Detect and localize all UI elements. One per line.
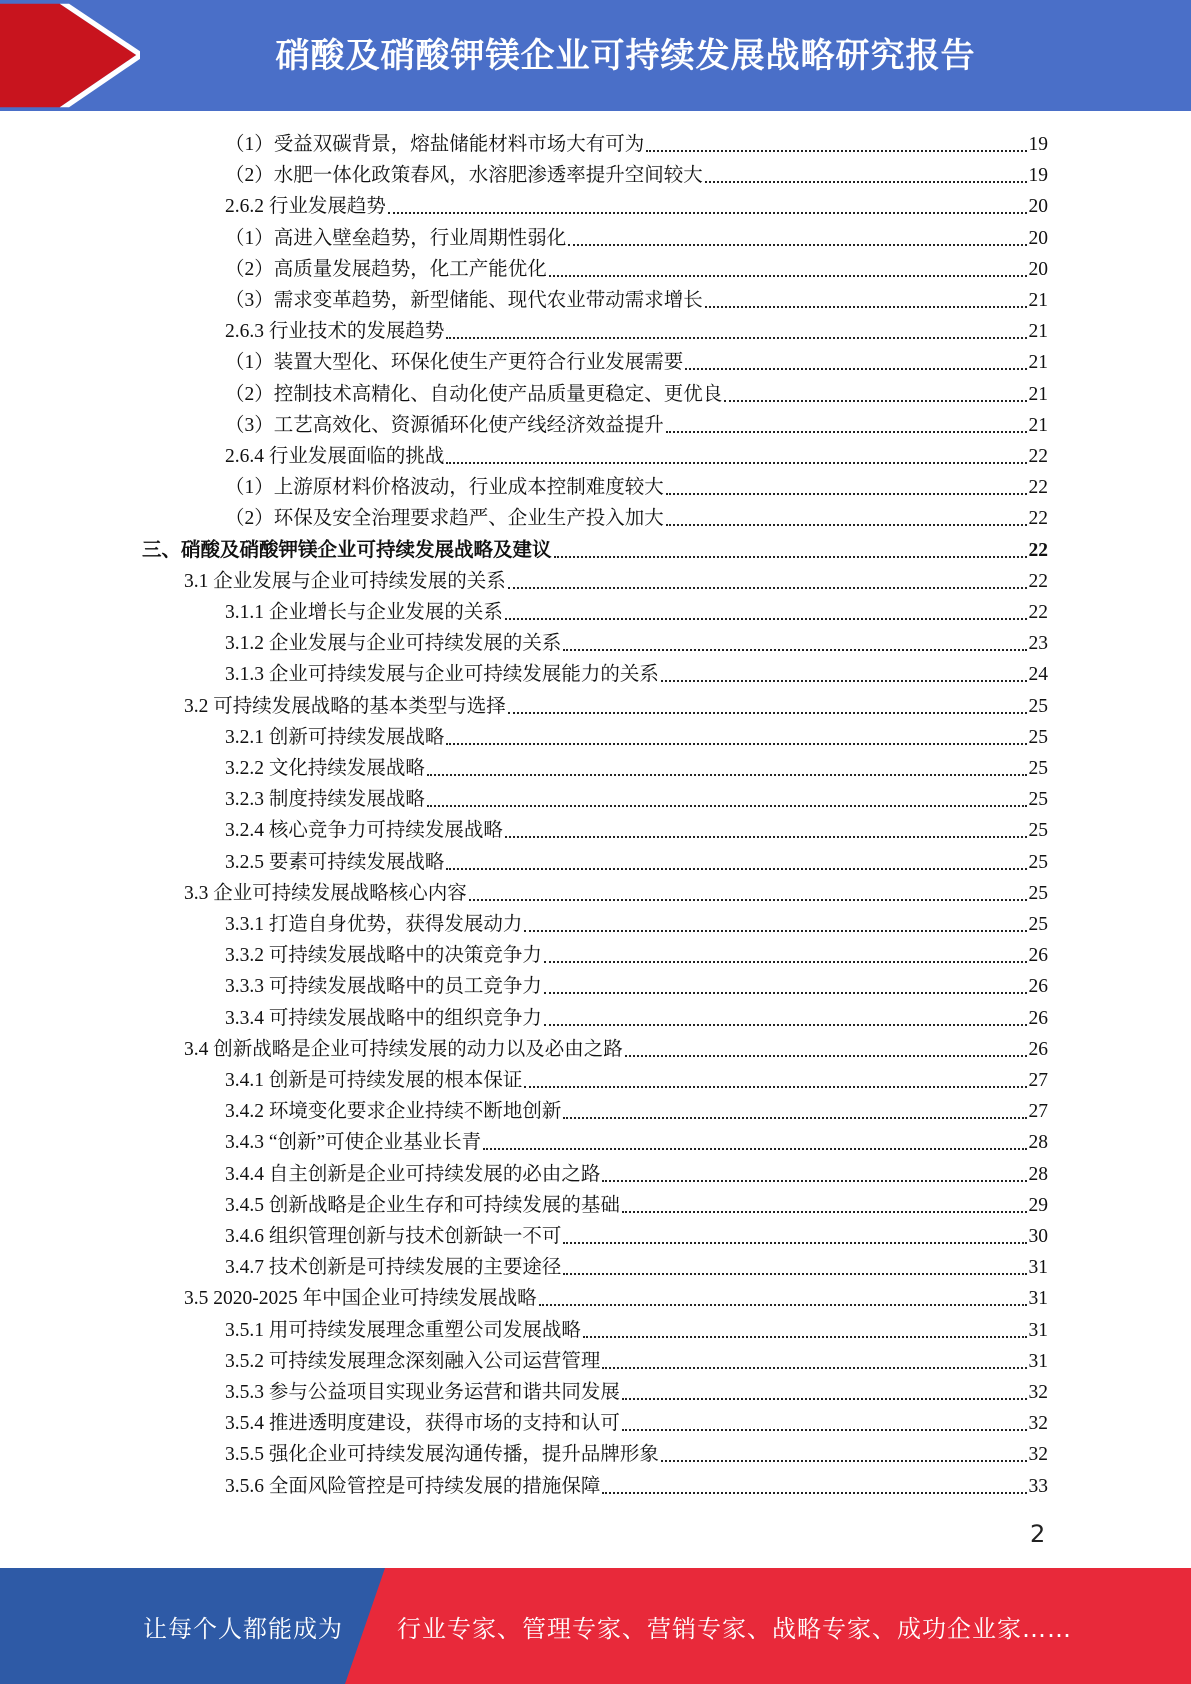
- toc-entry[interactable]: [142, 532, 1048, 563]
- toc-leader-dots: [646, 150, 1026, 152]
- toc-leader-dots: [446, 337, 1026, 339]
- toc-entry-page: 26: [1028, 945, 1048, 966]
- toc-entry[interactable]: [225, 781, 1048, 812]
- toc-leader-dots: [508, 587, 1027, 589]
- toc-entry[interactable]: [225, 656, 1048, 687]
- toc-leader-dots: [661, 1460, 1027, 1462]
- toc-leader-dots: [622, 1211, 1027, 1213]
- toc-leader-dots: [563, 1117, 1026, 1119]
- toc-entry-label: 3.1.3 企业可持续发展与企业可持续发展能力的关系: [225, 664, 659, 685]
- toc-entry[interactable]: [225, 376, 1048, 407]
- toc-entry-label: 3.5 2020-2025 年中国企业可持续发展战略: [184, 1288, 537, 1309]
- toc-entry-page: 21: [1028, 290, 1048, 311]
- toc-leader-dots: [563, 1242, 1026, 1244]
- toc-entry[interactable]: [225, 1124, 1048, 1155]
- toc-entry-label: 3.4.4 自主创新是企业可持续发展的必由之路: [225, 1164, 601, 1185]
- header-red-chevron: [0, 0, 140, 111]
- toc-entry-page: 19: [1028, 165, 1048, 186]
- toc-entry-page: 29: [1028, 1195, 1048, 1216]
- toc-entry-page: 25: [1028, 883, 1048, 904]
- toc-entry-label: 3.4.7 技术创新是可持续发展的主要途径: [225, 1257, 562, 1278]
- toc-leader-dots: [544, 1024, 1027, 1026]
- toc-entry[interactable]: [225, 968, 1048, 999]
- toc-entry-page: 22: [1028, 540, 1048, 561]
- toc-entry-page: 32: [1028, 1413, 1048, 1434]
- toc-entry-label: 3.5.1 用可持续发展理念重塑公司发展战略: [225, 1320, 581, 1341]
- toc-entry-label: 3.3 企业可持续发展战略核心内容: [184, 883, 467, 904]
- toc-entry-page: 25: [1028, 696, 1048, 717]
- toc-leader-dots: [469, 899, 1027, 901]
- toc-entry-label: 2.6.4 行业发展面临的挑战: [225, 446, 445, 467]
- toc-entry-page: 22: [1028, 477, 1048, 498]
- header-banner: [0, 0, 1191, 111]
- toc-entry-page: 26: [1028, 1008, 1048, 1029]
- toc-entry-page: 31: [1028, 1351, 1048, 1372]
- toc-leader-dots: [554, 556, 1027, 558]
- toc-entry-page: 32: [1028, 1382, 1048, 1403]
- toc-entry-page: 31: [1028, 1288, 1048, 1309]
- toc-entry-label: （1）上游原材料价格波动，行业成本控制难度较大: [225, 477, 664, 498]
- toc-leader-dots: [524, 1086, 1026, 1088]
- toc-leader-dots: [602, 1180, 1026, 1182]
- toc-entry-label: （1）高进入壁垒趋势，行业周期性弱化: [225, 228, 567, 249]
- toc-entry[interactable]: [225, 1468, 1048, 1499]
- toc-leader-dots: [622, 1429, 1027, 1431]
- toc-leader-dots: [602, 1367, 1026, 1369]
- toc-entry-page: 21: [1028, 415, 1048, 436]
- toc-leader-dots: [549, 275, 1027, 277]
- footer-slogan-left: 让每个人都能成为: [143, 1614, 343, 1643]
- toc-entry[interactable]: [225, 1249, 1048, 1280]
- toc-entry-label: 3.2.5 要素可持续发展战略: [225, 852, 445, 873]
- toc-leader-dots: [505, 618, 1027, 620]
- toc-entry[interactable]: [225, 1156, 1048, 1187]
- toc-entry-label: 3.3.2 可持续发展战略中的决策竞争力: [225, 945, 542, 966]
- toc-entry-label: 3.4.2 环境变化要求企业持续不断地创新: [225, 1101, 562, 1122]
- toc-leader-dots: [563, 1273, 1026, 1275]
- toc-entry[interactable]: [225, 500, 1048, 531]
- toc-entry[interactable]: [184, 1031, 1048, 1062]
- toc-leader-dots: [544, 961, 1027, 963]
- toc-entry-label: 3.1.1 企业增长与企业发展的关系: [225, 602, 503, 623]
- toc-entry-page: 20: [1028, 196, 1048, 217]
- toc-entry[interactable]: [225, 1436, 1048, 1467]
- toc-entry-label: 3.2.2 文化持续发展战略: [225, 758, 425, 779]
- toc-leader-dots: [524, 930, 1026, 932]
- toc-entry[interactable]: [225, 220, 1048, 251]
- toc-entry-page: 22: [1028, 446, 1048, 467]
- toc-entry-label: 3.1 企业发展与企业可持续发展的关系: [184, 571, 506, 592]
- toc-leader-dots: [666, 431, 1027, 433]
- toc-leader-dots: [388, 212, 1027, 214]
- toc-entry-page: 22: [1028, 508, 1048, 529]
- toc-entry[interactable]: [225, 1343, 1048, 1374]
- toc-entry-label: （2）控制技术高精化、自动化使产品质量更稳定、更优良: [225, 384, 723, 405]
- toc-leader-dots: [705, 181, 1027, 183]
- toc-entry[interactable]: [225, 625, 1048, 656]
- toc-entry-page: 26: [1028, 976, 1048, 997]
- toc-leader-dots: [427, 805, 1027, 807]
- toc-leader-dots: [625, 1055, 1027, 1057]
- page-number: 2: [1030, 1520, 1046, 1548]
- toc-entry[interactable]: [225, 844, 1048, 875]
- toc-entry-page: 19: [1028, 134, 1048, 155]
- toc-entry-page: 21: [1028, 352, 1048, 373]
- toc-entry[interactable]: [225, 1187, 1048, 1218]
- toc-entry-label: 3.3.4 可持续发展战略中的组织竞争力: [225, 1008, 542, 1029]
- toc-entry-label: 3.4.5 创新战略是企业生存和可持续发展的基础: [225, 1195, 620, 1216]
- toc-entry-page: 26: [1028, 1039, 1048, 1060]
- toc-entry-label: （1）受益双碳背景，熔盐储能材料市场大有可为: [225, 134, 645, 155]
- toc-entry[interactable]: [225, 126, 1048, 157]
- toc-entry[interactable]: [225, 1093, 1048, 1124]
- toc-entry-label: 3.4.1 创新是可持续发展的根本保证: [225, 1070, 523, 1091]
- footer-slogan-right: 行业专家、管理专家、营销专家、战略专家、成功企业家……: [397, 1614, 1072, 1643]
- toc-entry[interactable]: [225, 344, 1048, 375]
- toc-entry-label: （3）需求变革趋势，新型储能、现代农业带动需求增长: [225, 290, 703, 311]
- toc-leader-dots: [427, 774, 1027, 776]
- toc-entry-label: 3.2.4 核心竞争力可持续发展战略: [225, 820, 503, 841]
- toc-entry-label: 3.5.4 推进透明度建设，获得市场的支持和认可: [225, 1413, 620, 1434]
- toc-leader-dots: [505, 836, 1027, 838]
- toc-entry[interactable]: [184, 688, 1048, 719]
- toc-entry-page: 28: [1028, 1164, 1048, 1185]
- toc-entry-label: 三、硝酸及硝酸钾镁企业可持续发展战略及建议: [142, 540, 552, 561]
- toc-entry-page: 25: [1028, 727, 1048, 748]
- toc-entry[interactable]: [225, 282, 1048, 313]
- toc-leader-dots: [666, 493, 1027, 495]
- toc-entry-page: 30: [1028, 1226, 1048, 1247]
- toc-leader-dots: [622, 1398, 1027, 1400]
- toc-entry-label: 3.4.3 “创新”可使企业基业长青: [225, 1132, 482, 1153]
- toc-entry-label: 3.5.2 可持续发展理念深刻融入公司运营管理: [225, 1351, 601, 1372]
- toc-entry-page: 22: [1028, 571, 1048, 592]
- toc-entry[interactable]: [225, 407, 1048, 438]
- toc-entry-label: 3.2.3 制度持续发展战略: [225, 789, 425, 810]
- toc-entry-label: （3）工艺高效化、资源循环化使产线经济效益提升: [225, 415, 664, 436]
- toc-entry-label: 3.5.5 强化企业可持续发展沟通传播，提升品牌形象: [225, 1444, 659, 1465]
- toc-leader-dots: [563, 649, 1026, 651]
- toc-leader-dots: [724, 400, 1026, 402]
- toc-entry-label: 3.1.2 企业发展与企业可持续发展的关系: [225, 633, 562, 654]
- toc-entry[interactable]: [225, 188, 1048, 219]
- footer-banner: [0, 1568, 1191, 1684]
- toc-entry[interactable]: [225, 1374, 1048, 1405]
- toc-entry[interactable]: [225, 1405, 1048, 1436]
- toc-entry-page: 27: [1028, 1070, 1048, 1091]
- toc-entry-label: 3.2.1 创新可持续发展战略: [225, 727, 445, 748]
- toc-entry[interactable]: [225, 937, 1048, 968]
- toc-entry-label: 3.5.3 参与公益项目实现业务运营和谐共同发展: [225, 1382, 620, 1403]
- toc-leader-dots: [666, 524, 1027, 526]
- toc-entry[interactable]: [184, 875, 1048, 906]
- toc-leader-dots: [483, 1148, 1026, 1150]
- toc-entry-label: 3.4 创新战略是企业可持续发展的动力以及必由之路: [184, 1039, 623, 1060]
- toc-entry[interactable]: [225, 469, 1048, 500]
- toc-leader-dots: [583, 1336, 1027, 1338]
- toc-leader-dots: [602, 1492, 1026, 1494]
- toc-entry-label: （2）高质量发展趋势，化工产能优化: [225, 259, 547, 280]
- toc-entry-label: （2）环保及安全治理要求趋严、企业生产投入加大: [225, 508, 664, 529]
- toc-entry-page: 25: [1028, 758, 1048, 779]
- document-title: 硝酸及硝酸钾镁企业可持续发展战略研究报告: [275, 36, 976, 76]
- toc-entry-label: （1）装置大型化、环保化使生产更符合行业发展需要: [225, 352, 684, 373]
- toc-entry-label: 3.3.1 打造自身优势，获得发展动力: [225, 914, 523, 935]
- toc-entry-label: 3.3.3 可持续发展战略中的员工竞争力: [225, 976, 542, 997]
- toc-entry-label: 2.6.2 行业发展趋势: [225, 196, 386, 217]
- toc-leader-dots: [539, 1304, 1027, 1306]
- toc-entry-page: 23: [1028, 633, 1048, 654]
- toc-leader-dots: [446, 743, 1026, 745]
- toc-entry-page: 20: [1028, 259, 1048, 280]
- toc-entry[interactable]: [225, 438, 1048, 469]
- toc-entry[interactable]: [225, 1312, 1048, 1343]
- toc-entry[interactable]: [225, 1000, 1048, 1031]
- toc-entry-label: 3.2 可持续发展战略的基本类型与选择: [184, 696, 506, 717]
- toc-entry-page: 25: [1028, 820, 1048, 841]
- toc-entry[interactable]: [225, 1062, 1048, 1093]
- toc-leader-dots: [508, 712, 1027, 714]
- toc-entry[interactable]: [225, 157, 1048, 188]
- toc-entry-page: 24: [1028, 664, 1048, 685]
- toc-entry-page: 21: [1028, 384, 1048, 405]
- toc-entry[interactable]: [225, 719, 1048, 750]
- toc-entry[interactable]: [225, 750, 1048, 781]
- toc-entry-page: 21: [1028, 321, 1048, 342]
- toc-entry[interactable]: [184, 563, 1048, 594]
- toc-entry-page: 20: [1028, 228, 1048, 249]
- toc-entry-page: 31: [1028, 1320, 1048, 1341]
- toc-leader-dots: [568, 244, 1026, 246]
- toc-entry-label: 3.5.6 全面风险管控是可持续发展的措施保障: [225, 1476, 601, 1497]
- toc-entry[interactable]: [184, 1280, 1048, 1311]
- toc-entry-page: 28: [1028, 1132, 1048, 1153]
- toc-entry-page: 33: [1028, 1476, 1048, 1497]
- toc-leader-dots: [705, 306, 1027, 308]
- toc-entry-label: 2.6.3 行业技术的发展趋势: [225, 321, 445, 342]
- toc-leader-dots: [661, 680, 1027, 682]
- toc-entry[interactable]: [225, 251, 1048, 282]
- toc-entry-page: 31: [1028, 1257, 1048, 1278]
- toc-entry[interactable]: [225, 594, 1048, 625]
- toc-entry[interactable]: [225, 812, 1048, 843]
- toc-entry-label: 3.4.6 组织管理创新与技术创新缺一不可: [225, 1226, 562, 1247]
- toc-entry[interactable]: [225, 1218, 1048, 1249]
- toc-leader-dots: [685, 368, 1026, 370]
- toc-leader-dots: [446, 868, 1026, 870]
- toc-entry-label: （2）水肥一体化政策春风，水溶肥渗透率提升空间较大: [225, 165, 703, 186]
- toc-entry-page: 32: [1028, 1444, 1048, 1465]
- toc-entry-page: 25: [1028, 914, 1048, 935]
- toc-leader-dots: [544, 992, 1027, 994]
- toc-entry-page: 22: [1028, 602, 1048, 623]
- toc-entry[interactable]: [225, 313, 1048, 344]
- toc-entry[interactable]: [225, 906, 1048, 937]
- toc-entry-page: 25: [1028, 852, 1048, 873]
- toc-entry-page: 27: [1028, 1101, 1048, 1122]
- toc-leader-dots: [446, 462, 1026, 464]
- toc-entry-page: 25: [1028, 789, 1048, 810]
